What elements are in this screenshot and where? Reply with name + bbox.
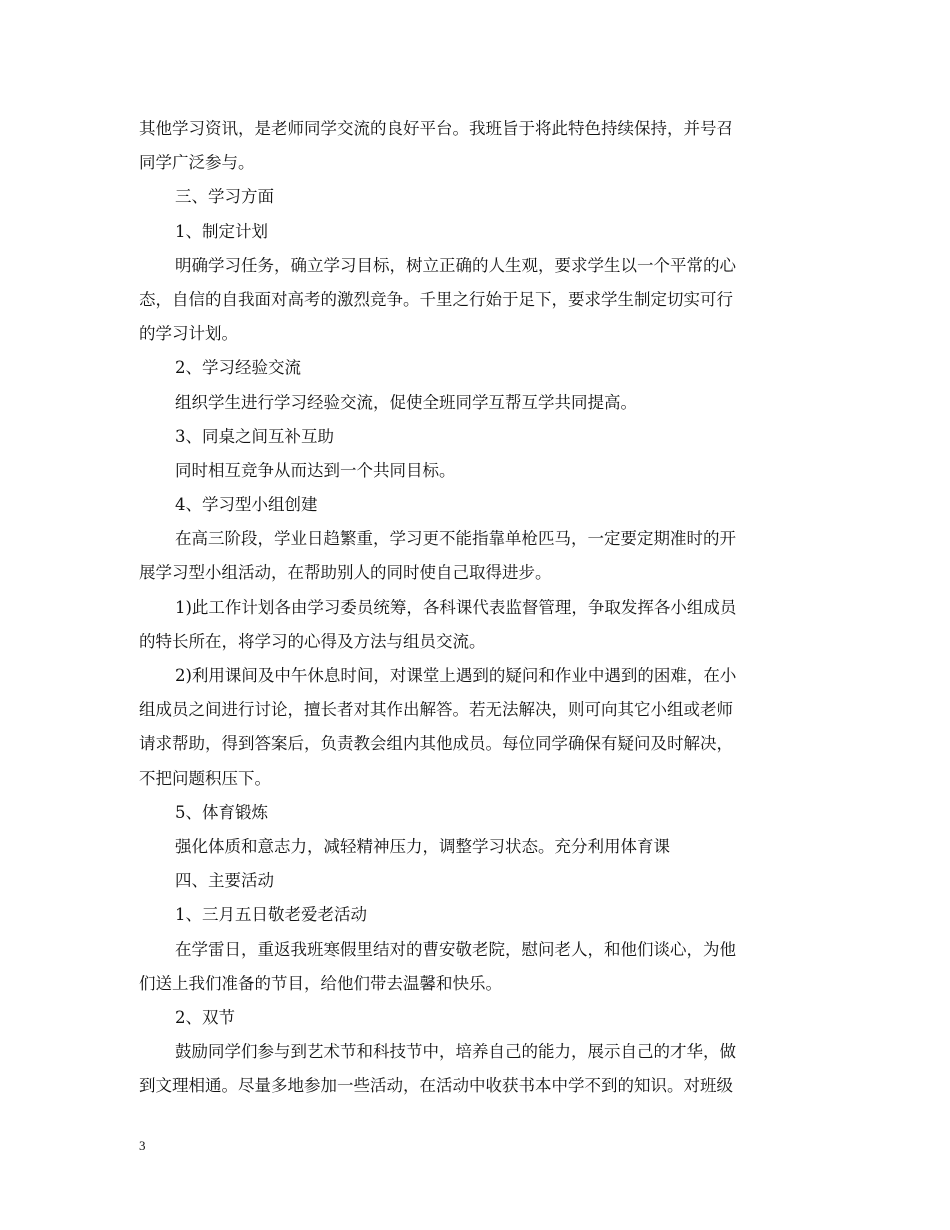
body-line: 组成员之间进行讨论，擅长者对其作出解答。若无法解决，则可向其它小组或老师: [139, 700, 733, 720]
subsection-heading: 5、体育锻炼: [175, 802, 268, 822]
paragraph-line: 同时相互竞争从而达到一个共同目标。: [175, 460, 456, 480]
body-line: 不把问题积压下。: [139, 768, 271, 788]
subsection-heading: 2、学习经验交流: [175, 358, 301, 378]
body-line: 的特长所在，将学习的心得及方法与组员交流。: [139, 631, 486, 651]
paragraph-line: 组织学生进行学习经验交流，促使全班同学互帮互学共同提高。: [175, 392, 637, 412]
paragraph-line: 在高三阶段，学业日趋繁重，学习更不能指靠单枪匹马，一定要定期准时的开: [175, 529, 736, 549]
section-heading: 三、学习方面: [175, 187, 274, 207]
list-item-line: 1)此工作计划各由学习委员统筹，各科课代表监督管理，争取发挥各小组成员: [175, 597, 737, 617]
list-item-line: 2)利用课间及中午休息时间，对课堂上遇到的疑问和作业中遇到的困难，在小: [175, 666, 737, 685]
body-line: 的学习计划。: [139, 324, 238, 344]
subsection-heading: 2、双节: [175, 1007, 235, 1027]
subsection-heading: 4、学习型小组创建: [175, 495, 318, 515]
subsection-heading: 1、三月五日敬老爱老活动: [175, 905, 367, 925]
page-number: 3: [139, 1138, 146, 1153]
body-line: 到文理相通。尽量多地参加一些活动，在活动中收获书本中学不到的知识。对班级: [139, 1076, 733, 1096]
body-line: 展学习型小组活动，在帮助别人的同时使自己取得进步。: [139, 563, 552, 583]
subsection-heading: 3、同桌之间互补互助: [175, 426, 334, 446]
paragraph-line: 在学雷日，重返我班寒假里结对的曹安敬老院，慰问老人，和他们谈心，为他: [175, 939, 736, 959]
body-line: 请求帮助，得到答案后，负责教会组内其他成员。每位同学确保有疑问及时解决，: [139, 734, 733, 754]
paragraph-line: 明确学习任务，确立学习目标，树立正确的人生观，要求学生以一个平常的心: [175, 255, 736, 275]
body-line: 态，自信的自我面对高考的激烈竞争。千里之行始于足下，要求学生制定切实可行: [139, 289, 733, 309]
paragraph-line: 强化体质和意志力，减轻精神压力，调整学习状态。充分利用体育课: [175, 836, 670, 856]
document-body: [139, 112, 814, 1103]
subsection-heading: 1、制定计划: [175, 221, 268, 241]
body-line: 同学广泛参与。: [139, 153, 255, 173]
paragraph-line: 鼓励同学们参与到艺术节和科技节中，培养自己的能力，展示自己的才华，做: [175, 1042, 736, 1062]
body-line: 其他学习资讯，是老师同学交流的良好平台。我班旨于将此特色持续保持，并号召: [139, 119, 733, 138]
body-line: 们送上我们准备的节目，给他们带去温馨和快乐。: [139, 973, 502, 993]
section-heading: 四、主要活动: [175, 871, 274, 891]
